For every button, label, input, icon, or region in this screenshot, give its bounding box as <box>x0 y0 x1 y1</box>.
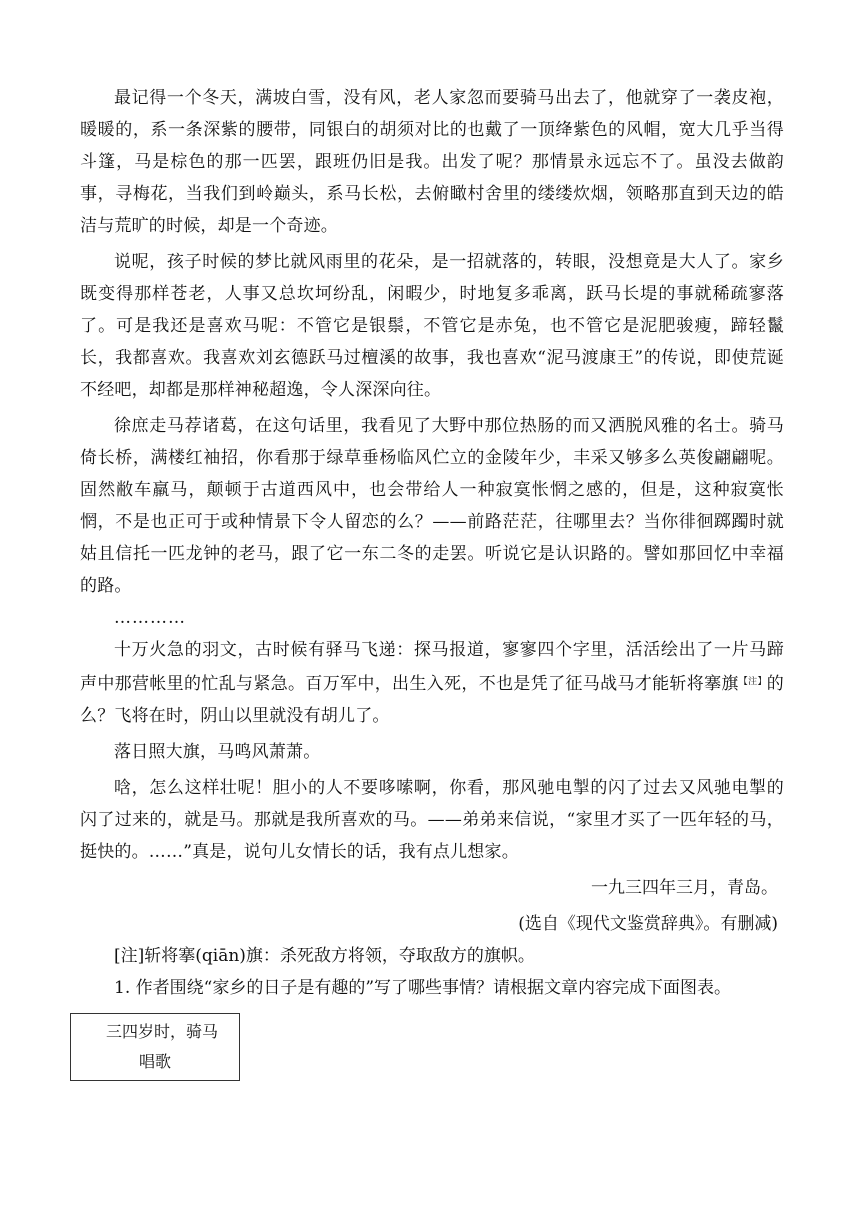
paragraph-1: 最记得一个冬天，满坡白雪，没有风，老人家忽而要骑马出去了，他就穿了一袭皮袍，暖暖的，系一条深紫的腰带，同银白的胡须对比的也戴了一顶绛紫色的风帽，宽大几乎当得斗篷，马是棕色的那一匹罢，跟班仍旧是我。出发了呢？那情景永远忘不了。虽没去做韵事，寻梅花，当我们到岭巅头，系马长松，去俯瞰村舍里的缕缕炊烟，领略那直到天边的皓洁与荒旷的时候，却是一个奇迹。 <box>80 88 784 236</box>
source-line: (选自《现代文鉴赏辞典》。有删减) <box>518 914 778 934</box>
footnote-tag: [注] <box>114 946 145 966</box>
diagram-box-1-line-1: 三四岁时，骑马 <box>105 1022 218 1041</box>
paragraph-4-text-a: 十万火急的羽文，古时候有驿马飞递：探马报道，寥寥四个字里，活活绘出了一片马蹄声中那营帐里的忙乱与紧急。百万军中，出生入死，不也是凭了征马战马才能斩将搴旗 <box>80 640 784 694</box>
paragraph-3: 徐庶走马荐诸葛，在这句话里，我看见了大野中那位热肠的而又洒脱风雅的名士。骑马倚长桥，满楼红袖招，你看那于绿草垂杨临风伫立的金陵年少，丰采又够多么英俊翩翩呢。固然敝车羸马，颠顿于古道西风中，也会带给人一种寂寞怅惘之感的，但是，这种寂寞怅惘，不是也正可于或种情景下令人留恋的么？——前路茫茫，往哪里去？当你徘徊踯躅时就姑且信托一匹龙钟的老马，跟了它一东二冬的走罢。听说它是认识路的。譬如那回忆中幸福的路。 <box>80 416 784 596</box>
note-marker: 【注】 <box>738 677 767 687</box>
article-body <box>80 82 784 1004</box>
paragraph-4 <box>80 634 784 732</box>
diagram-box-1 <box>70 1013 240 1081</box>
footnote <box>80 940 784 972</box>
ellipsis-separator: ………… <box>114 608 186 628</box>
diagram-box-1-line-2: 唱歌 <box>138 1052 171 1071</box>
paragraph-2: 说呢，孩子时候的梦比就风雨里的花朵，是一招就落的，转眼，没想竟是大人了。家乡既变得那样苍老，人事又总坎坷纷乱，闲暇少，时地复多乖离，跃马长堤的事就稀疏寥落了。可是我还是喜欢马呢：不管它是银鬃，不管它是赤兔，也不管它是泥肥骏瘦，蹄轻鬣长，我都喜欢。我喜欢刘玄德跃马过檀溪的故事，我也喜欢“泥马渡康王”的传说，即使荒诞不经吧，却都是那样神秘超逸，令人深深向往。 <box>80 252 784 400</box>
footnote-text: 斩将搴(qiān)旗：杀死敌方将领，夺取敌方的旗帜。 <box>144 946 535 966</box>
date-line: 一九三四年三月，青岛。 <box>591 878 778 898</box>
question-1: 1. 作者围绕“家乡的日子是有趣的”写了哪些事情？请根据文章内容完成下面图表。 <box>114 978 732 998</box>
paragraph-4-text-b: 的么？飞将在时，阴山以里就没有胡儿了。 <box>80 674 784 726</box>
paragraph-6: 唅，怎么这样壮呢！胆小的人不要哆嗦啊，你看，那风驰电掣的闪了过去又风驰电掣的闪了过来的，就是马。那就是我所喜欢的马。——弟弟来信说，“家里才买了一匹年轻的马，挺快的。……”真是，说句儿女情长的话，我有点儿想家。 <box>80 778 784 862</box>
paragraph-5: 落日照大旗，马鸣风萧萧。 <box>114 742 321 762</box>
